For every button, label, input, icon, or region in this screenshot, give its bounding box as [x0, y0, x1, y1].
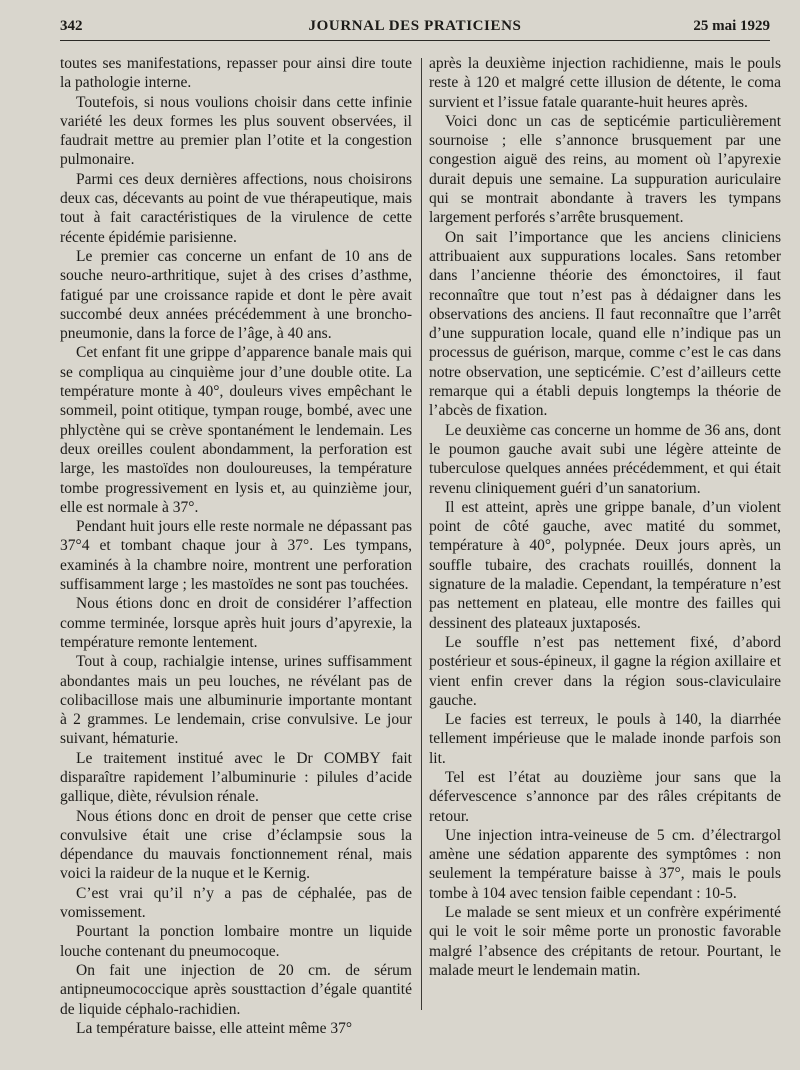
paragraph: Tel est l’état au douzième jour sans que la défervescence s’annonce par des râles crépitants de retour. — [429, 768, 781, 825]
paragraph: Toutefois, si nous voulions choisir dans cette infinie variété les deux formes les plus souvent observées, il faudrait mettre au premier plan l’otite et la congestion pulmonaire. — [60, 93, 412, 169]
page-number: 342 — [60, 18, 83, 34]
paragraph: Voici donc un cas de septicémie particulièrement sournoise ; elle s’annonce brusquement par une congestion aiguë des reins, au moment où l’apyrexie durait depuis une semaine. La suppuration auriculaire qui se montrait abondante à travers les tympans largement perforés s’arrête brusquement. — [429, 112, 781, 227]
journal-title: JOURNAL DES PRATICIENS — [308, 18, 522, 34]
paragraph: après la deuxième injection rachidienne, mais le pouls reste à 120 et malgré cette illusion de détente, le coma survient et l’issue fatale quarante-huit heures après. — [429, 55, 781, 111]
paragraph: Le souffle n’est pas nettement fixé, d’abord postérieur et sous-épineux, il gagne la région axillaire et vient enfin crever dans la région sous-claviculaire gauche. — [429, 633, 781, 709]
paragraph: Le premier cas concerne un enfant de 10 ans de souche neuro-arthritique, sujet à des crises d’asthme, fatigué par une croissance rapide et dont le père avait succombé deux années précédemment à une broncho-pneumonie, dans la force de l’âge, à 40 ans. — [60, 247, 412, 343]
paragraph: Nous étions donc en droit de penser que cette crise convulsive était une crise d’éclampsie sous la dépendance du mauvais fonctionnement rénal, mais voici la raideur de la nuque et le Kernig. — [60, 807, 412, 883]
paragraph: toutes ses manifestations, repasser pour ainsi dire toute la pathologie interne. — [60, 55, 412, 92]
paragraph: On sait l’importance que les anciens cliniciens attribuaient aux suppurations locales. Sans retomber dans l’ancienne théorie des émonctoires, il faut reconnaître que tout n’est pas à dédaigner dans les observations des anciens. Il faut reconnaître que l’arrêt d’une suppuration locale, quand elle n’indique pas un processus de guérison, marque, comme c’est le cas dans notre observation, une septicémie. C’est d’ailleurs cette remarque qui a établi depuis longtemps la théorie de l’abcès de fixation. — [429, 228, 781, 420]
paragraph: Le malade se sent mieux et un confrère expérimenté qui le voit le soir même porte un pronostic favorable malgré l’absence des crépitants de retour. Pourtant, le malade meurt le lendemain matin. — [429, 904, 781, 979]
paragraph: Pourtant la ponction lombaire montre un liquide louche contenant du pneumocoque. — [60, 923, 412, 960]
paragraph: La température baisse, elle atteint même 37° — [76, 1019, 353, 1037]
paragraph: On fait une injection de 20 cm. de sérum antipneumococcique après sousttaction d’égale quantité de liquide céphalo-rachidien. — [60, 961, 412, 1018]
paragraph: Cet enfant fit une grippe d’apparence banale mais qui se compliqua au cinquième jour d’une double otite. La température monte à 40°, douleurs vives empêchant le sommeil, point otitique, tympan rouge, bombé, avec une phlyctène qui se crève spontanément le lendemain. Les deux oreilles coulent abondamment, la perforation est large, les mastoïdes non douloureuses, la température tombe progressivement en lysis et, au quinzième jour, elle est normale à 37°. — [60, 344, 412, 516]
page-header — [60, 14, 770, 41]
paragraph: Le facies est terreux, le pouls à 140, la diarrhée tellement impérieuse que le malade inonde parfois son lit. — [429, 711, 781, 767]
left-column — [60, 54, 412, 1038]
paragraph: Le deuxième cas concerne un homme de 36 ans, dont le poumon gauche avait subi une légère atteinte de tuberculose quelques années précédemment, et qui était revenu cliniquement guéri d’un sanatorium. — [429, 421, 781, 497]
column-divider — [421, 58, 422, 1010]
paragraph: Parmi ces deux dernières affections, nous choisirons deux cas, décevants au point de vue thérapeutique, mais tout à fait caractéristiques de la virulence de cette récente épidémie parisienne. — [60, 170, 412, 246]
paragraph: Pendant huit jours elle reste normale ne dépassant pas 37°4 et tombant chaque jour à 37°. Les tympans, examinés à la chambre noire, montrent une perforation suffisamment large ; les mastoïdes ne sont pas touchées. — [60, 518, 412, 594]
paragraph: Le traitement institué avec le Dr COMBY fait disparaître rapidement l’albuminurie : pilules d’acide gallique, diète, révulsion rénale. — [60, 749, 412, 806]
paragraph: Nous étions donc en droit de considérer l’affection comme terminée, lorsque après huit jours d’apyrexie, la température remonte lentement. — [60, 595, 412, 651]
paragraph: Une injection intra-veineuse de 5 cm. d’électrargol amène une sédation apparente des symptômes : non seulement la température baisse à 37°, mais le pouls tombe à 104 avec tension faible cependant : 10-5. — [429, 826, 781, 902]
issue-date: 25 mai 1929 — [693, 18, 770, 34]
paragraph: Il est atteint, après une grippe banale, d’un violent point de côté gauche, avec matité du sommet, température à 40°, polypnée. Deux jours après, un souffle tubaire, des crachats rouillés, donnent la signature de la maladie. Cependant, la température n’est pas nettement en plateau, elle montre des failles qui dessinent des plateaux juxtaposés. — [429, 498, 781, 632]
paragraph: C’est vrai qu’il n’y a pas de céphalée, pas de vomissement. — [60, 884, 412, 922]
paragraph: Tout à coup, rachialgie intense, urines suffisamment abondantes mais un peu louches, ne révélant pas de colibacillose mais une albuminurie importante montant à 2 grammes. Le lendemain, crise convulsive. Le jour suivant, hématurie. — [60, 653, 412, 748]
right-column — [429, 54, 781, 980]
